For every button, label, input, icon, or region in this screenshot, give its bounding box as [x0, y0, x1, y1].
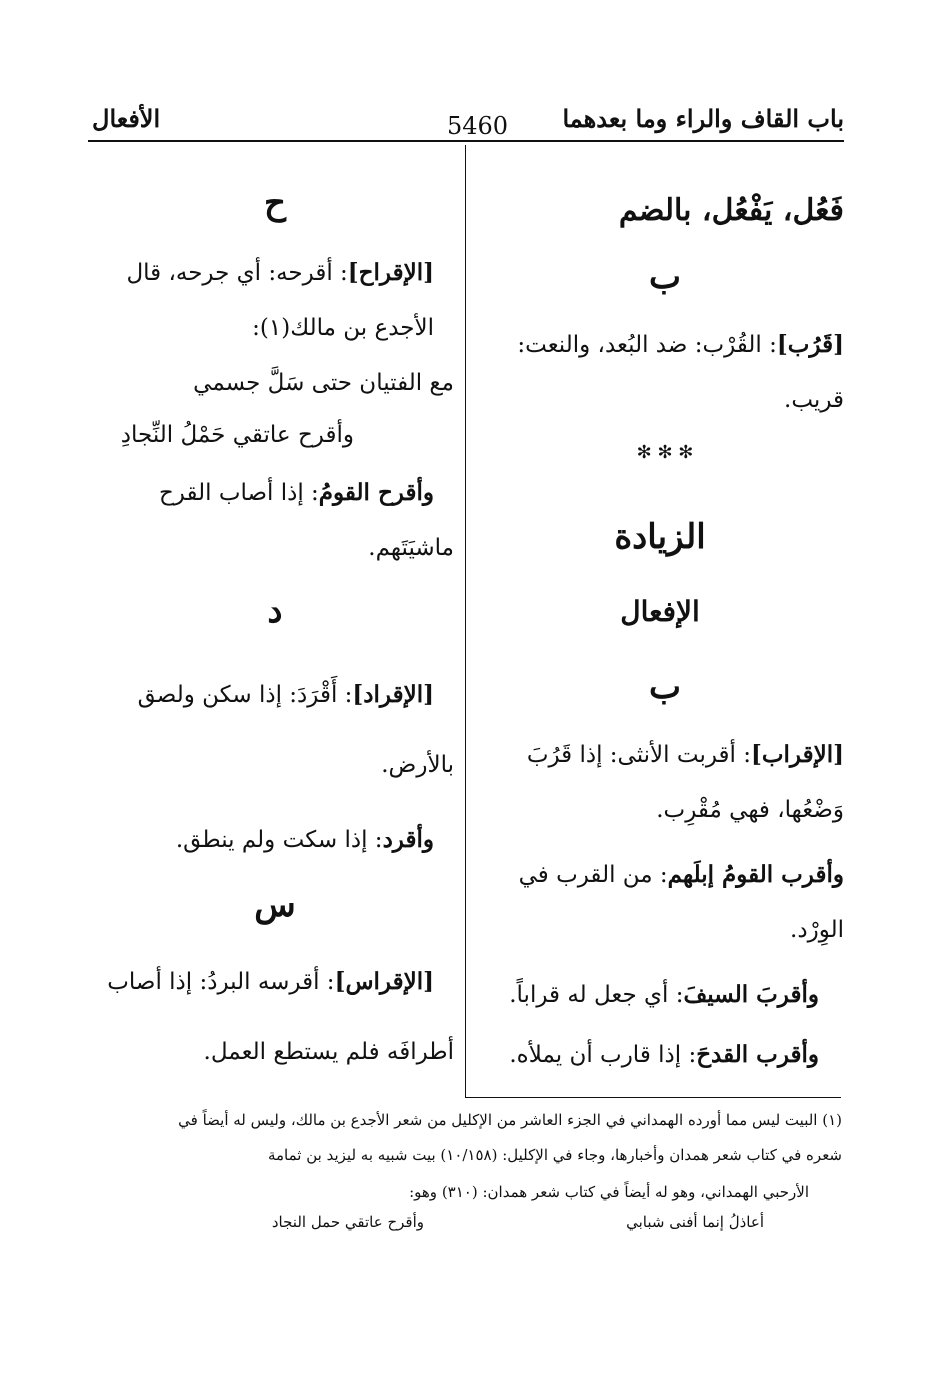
letter-heading-b: ب	[648, 667, 681, 707]
footnote-line: (١) البيت ليس مما أورده الهمداني في الجزء العاشر من الإكليل من شعر الأجدع بن مالك، وليس له أيضاً في	[178, 1111, 842, 1129]
entry-aqrab-qawm	[519, 860, 844, 890]
entry-iqrah	[126, 258, 434, 288]
footnote-rule	[465, 1097, 841, 1098]
column-divider	[465, 145, 466, 1097]
section-separator: ✻ ✻ ✻	[636, 442, 694, 463]
section-title: الزيادة	[614, 517, 706, 557]
entry-text: ماشيَتَهم.	[368, 535, 454, 561]
entry-text: الأجدع بن مالك(١):	[252, 315, 434, 341]
entry-text: : أقربت الأنثى: إذا قَرُبَ	[526, 742, 751, 768]
entry-aqrab-sayf	[509, 980, 819, 1010]
entry-qurb	[517, 330, 844, 360]
entry-text: أطرافَه فلم يستطع العمل.	[203, 1039, 454, 1065]
entry-headword: [الإقراح]	[347, 259, 434, 286]
entry-text: بالأرض.	[381, 752, 454, 778]
entry-headword: [الإقراب]	[751, 741, 844, 768]
entry-headword: وأقرب القدحَ	[696, 1041, 819, 1068]
entry-text: : أي جعل له قراباً.	[509, 982, 684, 1008]
verse-line: وأقرح عاتقي حَمْلُ النِّجادِ	[120, 422, 354, 448]
entry-iqrab	[527, 740, 844, 770]
entry-headword: وأقربَ السيفَ	[683, 981, 819, 1008]
letter-heading-d: د	[267, 591, 283, 631]
entry-headword: وأقرح القومُ	[318, 479, 434, 506]
entry-aqrab-qadah	[509, 1040, 819, 1070]
entry-iqrad	[138, 680, 434, 710]
letter-heading-s: س	[254, 885, 296, 925]
entry-text: قريب.	[784, 387, 844, 413]
running-head-section: الأفعال	[92, 104, 161, 133]
entry-text: وَضْعُها، فهي مُقْرِب.	[656, 797, 844, 823]
entry-iqras	[107, 967, 434, 997]
entry-headword: وأقرد	[382, 826, 434, 853]
entry-text: : أقرسه البردُ: إذا أصاب	[107, 969, 335, 995]
entry-text: الوِرْد.	[790, 917, 844, 943]
footnote-verse: أعاذلُ إنما أفنى شبابي	[626, 1213, 764, 1231]
footnote-verse: وأقرح عاتقي حمل النجاد	[271, 1213, 424, 1231]
letter-heading-h: ح	[264, 183, 286, 223]
footnote-line: شعره في كتاب شعر همدان وأخبارها، وجاء في الإكليل: (١٠/١٥٨) بيت شبيه به ليزيد بن ثمامة	[267, 1146, 842, 1164]
entry-text: : أقرحه: أي جرحه، قال	[126, 260, 348, 286]
entry-text: : من القرب في	[518, 862, 668, 888]
entry-text: : أَقْرَدَ: إذا سكن ولصق	[137, 682, 353, 708]
page-number: 5460	[447, 112, 509, 140]
entry-aqrah-qawm	[159, 478, 434, 508]
entry-text: : إذا سكت ولم ينطق.	[175, 827, 383, 853]
footnote-line: الأرحبي الهمداني، وهو له أيضاً في كتاب شعر همدان: (٣١٠) وهو:	[409, 1183, 809, 1201]
pattern-heading: فَعُل، يَفْعُل، بالضم	[618, 193, 844, 228]
letter-heading-b: ب	[648, 257, 681, 297]
subsection-title: الإفعال	[620, 595, 700, 628]
verse-line: مع الفتيان حتى سَلَّ جسمي	[193, 370, 454, 396]
entry-text: : القُرْب: ضد البُعد، والنعت:	[517, 332, 777, 358]
entry-headword: وأقرب القومُ إبلَهم	[667, 861, 844, 888]
entry-aqrad	[176, 825, 434, 855]
header-rule	[88, 140, 844, 142]
entry-text: : إذا أصاب القرح	[158, 480, 319, 506]
running-head-chapter: باب القاف والراء وما بعدهما	[562, 104, 844, 133]
entry-text: : إذا قارب أن يملأه.	[509, 1042, 697, 1068]
entry-headword: [الإقراد]	[352, 681, 434, 708]
entry-headword: [قَرُب]	[776, 331, 844, 358]
entry-headword: [الإقراس]	[334, 968, 434, 995]
